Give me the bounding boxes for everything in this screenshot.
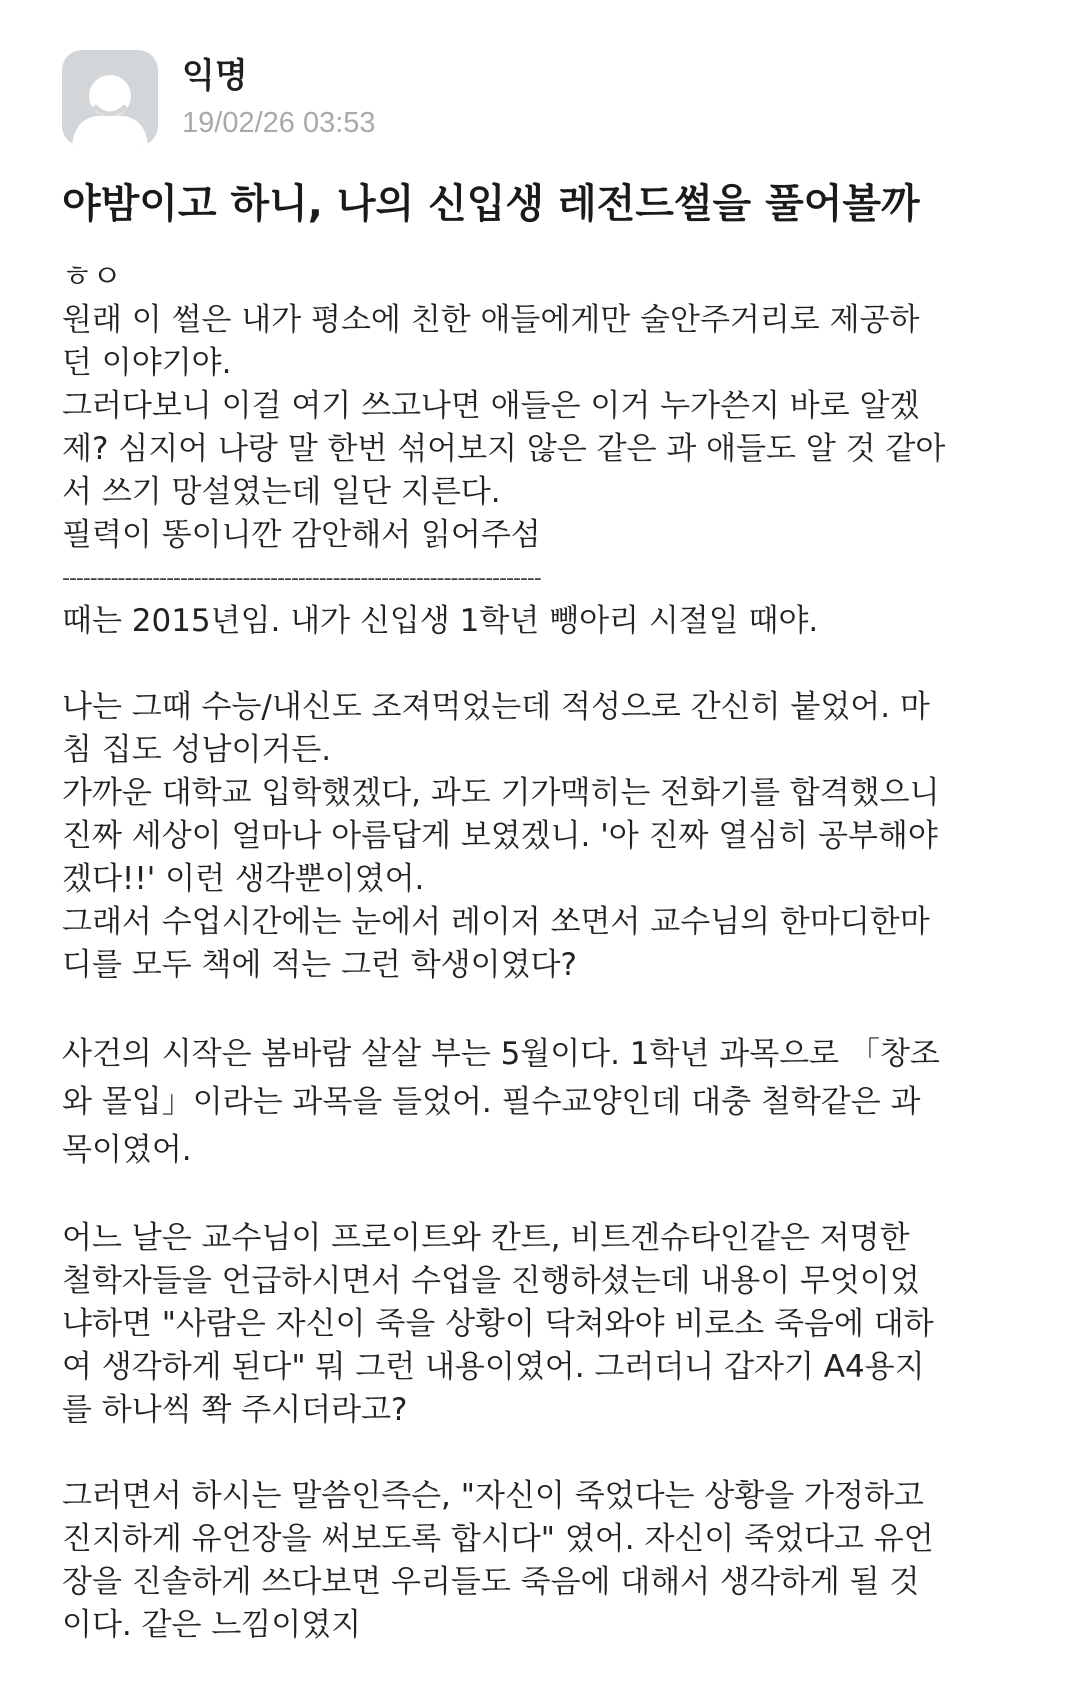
body-line: 철학자들을 언급하시면서 수업을 진행하셨는데 내용이 무엇이었 [62,1263,920,1299]
paragraph-gap [62,1174,1022,1217]
post-meta [182,54,376,142]
post-timestamp: 19/02/26 03:53 [182,107,376,139]
body-line: 를 하나씩 쫙 주시더라고? [62,1392,408,1428]
body-line: 겠다!!' 이런 생각뿐이였어. [62,861,425,897]
body-line: 진짜 세상이 얼마나 아름답게 보였겠니. '아 진짜 열심히 공부해야 [62,818,938,854]
post-body [62,256,1022,1647]
default-user-icon [62,50,158,146]
post-title: 야밤이고 하니, 나의 신입생 레전드썰을 풀어볼까 [62,181,920,227]
paragraph-gap [62,643,1022,686]
body-line: 냐하면 "사람은 자신이 죽을 상황이 닥쳐와야 비로소 죽음에 대하 [62,1306,934,1342]
body-line: 제? 심지어 나랑 말 한번 섞어보지 않은 같은 과 애들도 알 것 같아 [62,431,946,467]
body-line: 장을 진솔하게 쓰다보면 우리들도 죽음에 대해서 생각하게 될 것 [62,1564,920,1600]
text-divider: --------------------------------------------------------------------- [62,566,541,591]
body-line: 그러면서 하시는 말씀인즉슨, "자신이 죽었다는 상황을 가정하고 [62,1478,924,1514]
body-line: 와 몰입」이라는 과목을 들었어. 필수교양인데 대충 철학같은 과 [62,1084,921,1120]
body-line: 나는 그때 수능/내신도 조져먹었는데 적성으로 간신히 붙었어. 마 [62,689,930,725]
paragraph-gap [62,1432,1022,1475]
body-line: 필력이 똥이니깐 감안해서 읽어주섬 [62,517,541,553]
body-line: 사건의 시작은 봄바람 살살 부는 5월이다. 1학년 과목으로 「창조 [62,1036,940,1072]
paragraph-gap [62,987,1022,1030]
body-line: 진지하게 유언장을 써보도록 합시다" 였어. 자신이 죽었다고 유언 [62,1521,934,1557]
post-header [62,48,376,148]
body-line: 디를 모두 책에 적는 그런 학생이였다? [62,947,577,983]
author-name: 익명 [182,56,248,96]
body-line: 서 쓰기 망설였는데 일단 지른다. [62,474,501,510]
body-line: 어느 날은 교수님이 프로이트와 칸트, 비트겐슈타인같은 저명한 [62,1220,910,1256]
body-line: 침 집도 성남이거든. [62,732,332,768]
body-line: ㅎㅇ [62,259,122,295]
body-line: 원래 이 썰은 내가 평소에 친한 애들에게만 술안주거리로 제공하 [62,302,920,338]
body-line: 던 이야기야. [62,345,232,381]
body-line: 이다. 같은 느낌이였지 [62,1607,362,1643]
body-line: 목이였어. [62,1132,192,1168]
body-line: 그러다보니 이걸 여기 쓰고나면 애들은 이거 누가쓴지 바로 알겠 [62,388,920,424]
body-line: 그래서 수업시간에는 눈에서 레이저 쏘면서 교수님의 한마디한마 [62,904,930,940]
body-line: 가까운 대학교 입학했겠다, 과도 기가맥히는 전화기를 합격했으니 [62,775,940,811]
body-line: 여 생각하게 된다" 뭐 그런 내용이였어. 그러더니 갑자기 A4용지 [62,1349,925,1385]
body-line: 때는 2015년임. 내가 신입생 1학년 뺑아리 시절일 때야. [62,603,819,639]
